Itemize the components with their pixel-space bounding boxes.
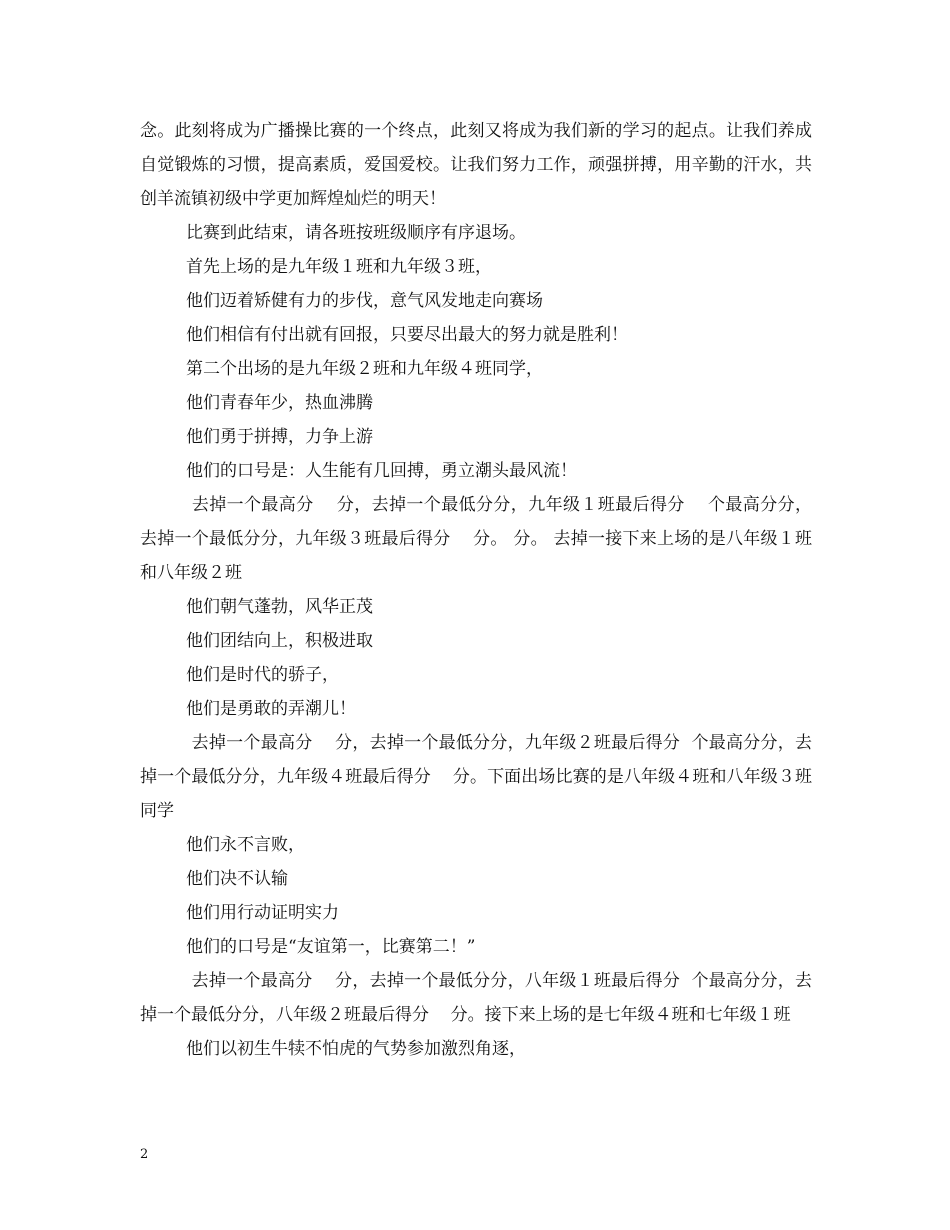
paragraph: 他们的口号是：人生能有几回搏，勇立潮头最风流！	[186, 461, 577, 481]
paragraph: 他们相信有付出就有回报，只要尽出最大的努力就是胜利！	[186, 325, 628, 345]
paragraph: 他们是勇敢的弄潮儿！	[186, 699, 356, 719]
paragraph: 去掉一个最高分 分，去掉一个最低分分，八年级１班最后得分 个最高分分，去掉一个最低分分，八年级２班最后得分 分。接下来上场的是七年级４班和七年级１班	[140, 971, 813, 1025]
paragraph: 他们决不认输	[186, 869, 288, 889]
paragraph: 他们勇于拼搏，力争上游	[186, 427, 373, 447]
paragraph: 他们团结向上，积极进取	[186, 631, 373, 651]
paragraph: 第二个出场的是九年级２班和九年级４班同学，	[186, 359, 543, 379]
paragraph: 他们用行动证明实力	[186, 903, 339, 923]
paragraph: 他们青春年少，热血沸腾	[186, 393, 373, 413]
paragraph: 念。此刻将成为广播操比赛的一个终点，此刻又将成为我们新的学习的起点。让我们养成自觉锻炼的习惯，提高素质，爱国爱校。让我们努力工作，顽强拼搏，用辛勤的汗水，共创羊流镇初级中学更加辉煌灿烂的明天！	[140, 121, 812, 209]
page-number: 2	[140, 1147, 149, 1162]
paragraph: 他们永不言败，	[186, 835, 305, 855]
paragraph: 首先上场的是九年级１班和九年级３班，	[186, 257, 492, 277]
document-body	[140, 114, 812, 1066]
paragraph: 比赛到此结束，请各班按班级顺序有序退场。	[186, 223, 526, 243]
paragraph: 去掉一个最高分 分，去掉一个最低分分，九年级１班最后得分 个最高分分，去掉一个最低分分，九年级３班最后得分 分。 分。 去掉一接下来上场的是八年级１班和八年级２班	[140, 495, 813, 583]
paragraph: 他们朝气蓬勃，风华正茂	[186, 597, 373, 617]
paragraph: 他们以初生牛犊不怕虎的气势参加激烈角逐，	[186, 1039, 526, 1059]
paragraph: 他们的口号是“友谊第一，比赛第二！”	[186, 937, 476, 957]
paragraph: 去掉一个最高分 分，去掉一个最低分分，九年级２班最后得分 个最高分分，去掉一个最低分分，九年级４班最后得分 分。下面出场比赛的是八年级４班和八年级３班同学	[140, 733, 813, 821]
paragraph: 他们是时代的骄子，	[186, 665, 339, 685]
paragraph: 他们迈着矫健有力的步伐，意气风发地走向赛场	[186, 291, 543, 311]
